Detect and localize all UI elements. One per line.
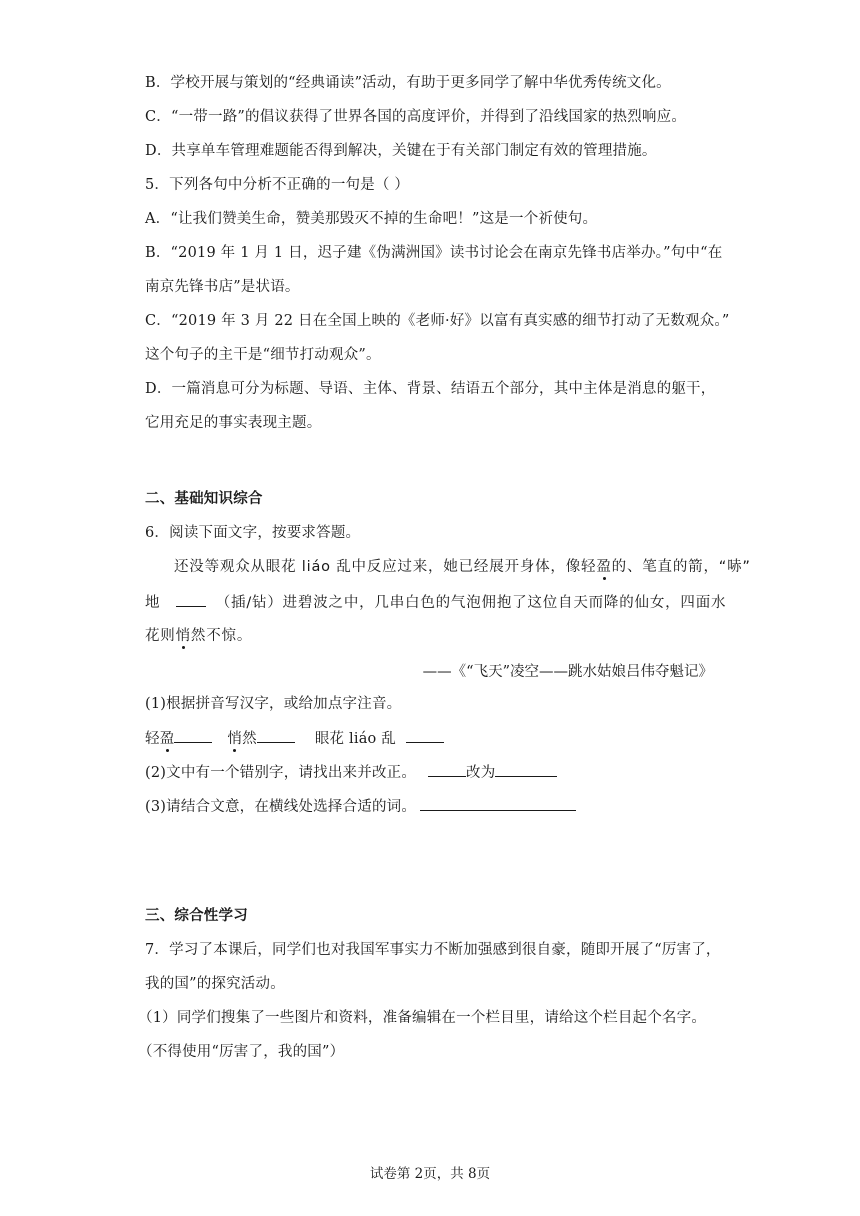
q6-sub1: (1)根据拼音写汉字，或给加点字注音。 (145, 696, 402, 712)
fill3-blank[interactable] (406, 728, 444, 743)
q4-option-b: B．学校开展与策划的“经典诵读”活动，有助于更多同学了解中华优秀传统文化。 (145, 75, 671, 91)
q5-option-c-line2: 这个句子的主干是“细节打动观众”。 (145, 347, 381, 363)
q6-sub2-change-to: 改为 (466, 765, 496, 781)
page-footer: 试卷第 2页，共 8页 (369, 1166, 491, 1182)
passage-line3-part-b: 然不惊。 (190, 628, 253, 644)
passage-source: ——《“飞天”凌空——跳水姑娘吕伟夺魁记》 (422, 664, 713, 680)
correct-char-blank[interactable] (495, 762, 557, 777)
fill1-blank[interactable] (174, 728, 212, 743)
passage-line2-part-b: （插/钻）进碧波之中，几串白色的气泡佣抱了这位自天而降的仙女，四面水 (215, 595, 727, 611)
q6-sub1-fills (145, 728, 444, 749)
q5-stem: 5．下列各句中分析不正确的一句是（ ） (145, 177, 410, 193)
q5-option-b-line2: 南京先锋书店”是状语。 (145, 279, 300, 295)
q6-sub2 (145, 762, 557, 783)
section3-title: 三、综合性学习 (145, 908, 248, 924)
q4-option-d: D．共享单车管理难题能否得到解决，关键在于有关部门制定有效的管理措施。 (145, 143, 657, 159)
q5-option-a: A．“让我们赞美生命，赞美那毁灭不掉的生命吧！”这是一个祈使句。 (145, 211, 598, 227)
fill1-dotted-char: 盈 (159, 731, 175, 747)
passage-line1-part-a: 还没等观众从眼花 liáo 乱中反应过来，她已经展开身体，像轻 (174, 559, 597, 575)
section2-title: 二、基础知识综合 (145, 491, 263, 507)
dotted-char-qiao: 悄 (175, 628, 191, 644)
passage-blank[interactable] (176, 592, 206, 607)
passage-line3 (145, 626, 252, 646)
q4-option-c: C．“一带一路”的倡议获得了世界各国的高度评价，并得到了沿线国家的热烈响应。 (145, 109, 687, 125)
q5-option-c-line1: C．“2019 年 3 月 22 日在全国上映的《老师·好》以富有真实感的细节打动了无数观众。” (145, 313, 730, 329)
passage-line3-part-a: 花则 (145, 628, 176, 644)
q6-stem: 6．阅读下面文字，按要求答题。 (145, 525, 361, 541)
q6-sub3-text: (3)请结合文意，在横线处选择合适的词。 (145, 799, 417, 815)
passage-line2-part-a: 地 (145, 595, 161, 611)
q7-stem-line1: 7．学习了本课后，同学们也对我国军事实力不断加强感到很自豪，随即开展了“厉害了， (145, 942, 721, 958)
fill2-blank[interactable] (257, 728, 295, 743)
fill2-dotted-char: 悄 (227, 731, 243, 747)
dotted-char-ying: 盈 (596, 559, 612, 575)
fill1-label-a: 轻 (145, 731, 160, 747)
q5-option-d-line1: D．一篇消息可分为标题、导语、主体、背景、结语五个部分，其中主体是消息的躯干， (145, 381, 716, 397)
fill2-label-b: 然 (242, 731, 257, 747)
passage-line1 (174, 557, 751, 577)
q7-sub1-line1: （1）同学们搜集了一些图片和资料，准备编辑在一个栏目里，请给这个栏目起个名字。 (138, 1010, 707, 1026)
q7-stem-line2: 我的国”的探究活动。 (145, 976, 285, 992)
q5-option-d-line2: 它用充足的事实表现主题。 (145, 415, 322, 431)
passage-line2 (145, 592, 726, 613)
q6-sub3 (145, 796, 576, 817)
wrong-char-blank[interactable] (428, 762, 466, 777)
fill3-label: 眼花 liáo 乱 (314, 731, 396, 747)
q6-sub2-text: (2)文中有一个错别字，请找出来并改正。 (145, 765, 417, 781)
passage-line1-part-b: 的、笔直的箭，“哧” (611, 559, 751, 575)
q7-sub1-line2: （不得使用“厉害了，我的国”） (138, 1044, 345, 1060)
q5-option-b-line1: B．“2019 年 1 月 1 日，迟子建《伪满洲国》读书讨论会在南京先锋书店举办。”句中“在 (145, 245, 723, 261)
word-choice-blank[interactable] (420, 796, 576, 811)
